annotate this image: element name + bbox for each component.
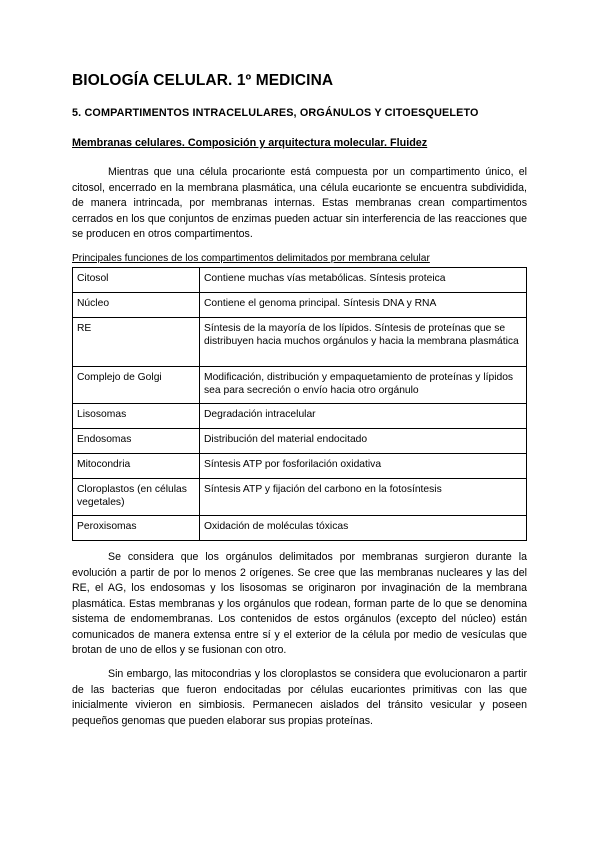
compartment-cell: Núcleo	[73, 293, 200, 318]
paragraph-endomembranes: Se considera que los orgánulos delimitados por membranas surgieron durante la evolución a partir de por lo menos 2 orígenes. Se cree que las membranas nucleares y las del RE, el AG, los endosomas y los lisosomas se originaron por invaginación de la membrana plasmática. Estas membranas y los orgánulos que rodean, forman parte de lo que se denomina sistema de endomembranas. Los contenidos de estos orgánulos (excepto del núcleo) están comunicados de manera extensa entre sí y el exterior de la célula por medio de vesículas que brotan de uno de ellos y se fusionan con otro.	[72, 551, 527, 656]
compartment-cell: Peroxisomas	[73, 516, 200, 541]
compartment-cell: Cloroplastos (en células vegetales)	[73, 479, 200, 516]
table-row	[73, 429, 527, 454]
table-row	[73, 367, 527, 404]
function-cell: Oxidación de moléculas tóxicas	[200, 516, 527, 541]
function-cell: Síntesis de la mayoría de los lípidos. Síntesis de proteínas que se distribuyen hacia muchos orgánulos y hacia la membrana plasmática	[200, 318, 527, 367]
table-row	[73, 318, 527, 367]
compartment-cell: Lisosomas	[73, 404, 200, 429]
function-cell: Contiene el genoma principal. Síntesis DNA y RNA	[200, 293, 527, 318]
function-cell: Síntesis ATP por fosforilación oxidativa	[200, 454, 527, 479]
function-cell: Modificación, distribución y empaquetamiento de proteínas y lípidos sea para secreción o envío hacia otro orgánulo	[200, 367, 527, 404]
paragraph-mitochondria: Sin embargo, las mitocondrias y los cloroplastos se considera que evolucionaron a partir de las bacterias que fueron endocitadas por células eucariontes primitivas con las que inicialmente vivieron en simbiosis. Permanecen aislados del tránsito vesicular y poseen pequeños genomas que pueden elaborar sus propias proteínas.	[72, 668, 527, 727]
table-row	[73, 293, 527, 318]
compartment-cell: Complejo de Golgi	[73, 367, 200, 404]
section-heading: 5. COMPARTIMENTOS INTRACELULARES, ORGÁNULOS Y CITOESQUELETO	[72, 107, 479, 119]
compartment-cell: Mitocondria	[73, 454, 200, 479]
table-row	[73, 454, 527, 479]
function-cell: Contiene muchas vías metabólicas. Síntesis proteica	[200, 268, 527, 293]
compartments-table	[72, 267, 527, 541]
table-row	[73, 268, 527, 293]
document-title: BIOLOGÍA CELULAR. 1º MEDICINA	[72, 72, 334, 89]
table-row	[73, 479, 527, 516]
compartment-cell: Endosomas	[73, 429, 200, 454]
compartment-cell: Citosol	[73, 268, 200, 293]
table-caption: Principales funciones de los compartimentos delimitados por membrana celular	[72, 253, 430, 264]
table-row	[73, 516, 527, 541]
paragraph-intro: Mientras que una célula procarionte está compuesta por un compartimento único, el citosol, encerrado en la membrana plasmática, una célula eucarionte se encuentra subdividida, de manera intrincada, por membranas internas. Estas membranas crean compartimentos cerrados en los que conjuntos de enzimas pueden actuar sin interferencia de las reacciones que se producen en otros compartimentos.	[72, 166, 527, 240]
function-cell: Degradación intracelular	[200, 404, 527, 429]
function-cell: Distribución del material endocitado	[200, 429, 527, 454]
compartment-cell: RE	[73, 318, 200, 367]
table-row	[73, 404, 527, 429]
subsection-heading: Membranas celulares. Composición y arquitectura molecular. Fluidez	[72, 137, 428, 149]
function-cell: Síntesis ATP y fijación del carbono en la fotosíntesis	[200, 479, 527, 516]
